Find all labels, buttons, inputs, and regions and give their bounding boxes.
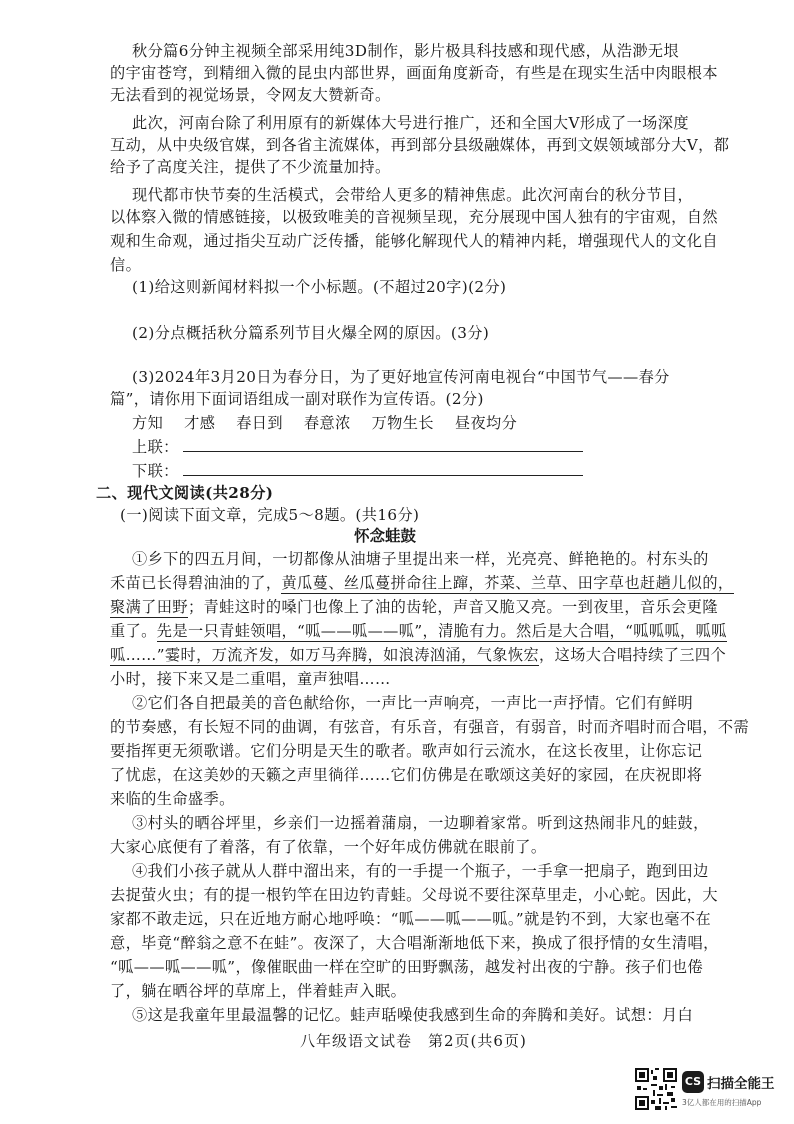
article-p5-line1: ⑤这是我童年里最温馨的记忆。蛙声聒噪使我感到生命的奔腾和美好。试想：月白	[132, 1006, 694, 1024]
lower-couplet-answer-line[interactable]	[183, 461, 583, 476]
upper-couplet-row	[132, 436, 583, 458]
article-p2-line5: 来临的生命盛季。	[110, 790, 235, 808]
article-p3-line2: 大家心底便有了着落，有了依靠，一个好年成仿佛就在眼前了。	[110, 838, 547, 856]
word-bank	[132, 412, 517, 434]
article-p1-line1: ①乡下的四五月间，一切都像从油塘子里提出来一样，光亮亮、鲜艳艳的。村东头的	[132, 550, 709, 568]
word-1: 方知	[132, 414, 164, 432]
word-6: 昼夜均分	[454, 414, 518, 432]
article-p1-line2: 禾苗已长得碧油油的了，黄瓜蔓、丝瓜蔓拼命往上蹿，芥菜、兰草、田字草也赶趟儿似的，	[110, 574, 734, 592]
article-p1-line3: 聚满了田野；青蛙这时的嗓门也像上了油的齿轮，声音又脆又亮。一到夜里，音乐会更隆	[110, 598, 718, 616]
para1-line3: 无法看到的视觉场景，令网友大赞新奇。	[110, 86, 391, 104]
section-2-subheading: (一)阅读下面文章，完成5～8题。(共16分)	[120, 506, 420, 524]
word-4: 春意浓	[303, 414, 351, 432]
word-5: 万物生长	[371, 414, 434, 432]
para2-line1: 此次，河南台除了利用原有的新媒体大号进行推广，还和全国大V形成了一场深度	[132, 114, 689, 132]
para1-line2: 的宇宙苍穹，到精细入微的昆虫内部世界，画面角度新奇，有些是在现实生活中肉眼根本	[110, 64, 718, 82]
article-p3-line1: ③村头的晒谷坪里，乡亲们一边摇着蒲扇，一边聊着家常。听到这热闹非凡的蛙鼓，	[132, 814, 709, 832]
article-p4-line5: “呱——呱——呱”，像催眠曲一样在空旷的田野飘荡，越发衬出夜的宁静。孩子们也倦	[110, 958, 704, 976]
scanner-app-name: 扫描全能王	[707, 1076, 775, 1092]
underlined-text: 呱……”霎时，万流齐发，如万马奔腾，如浪涛汹涌，气象恢宏	[110, 646, 540, 664]
article-title: 怀念蛙鼓	[354, 527, 417, 545]
article-p4-line2: 去捉萤火虫；有的提一根钓竿在田边钓青蛙。父母说不要往深草里走，小心蛇。因此，大	[110, 886, 718, 904]
qr-code-icon	[635, 1068, 677, 1110]
question-3-line2: 篇”，请你用下面词语组成一副对联作为宣传语。(2分)	[110, 390, 484, 408]
article-p4-line3: 家都不敢走远，只在近地方耐心地呼唤：“呱——呱——呱。”就是钓不到，大家也毫不在	[110, 910, 712, 928]
article-p1-line6: 小时，接下来又是二重唱，童声独唱……	[110, 670, 391, 688]
camscanner-logo-icon: CS	[682, 1071, 704, 1093]
scanner-tagline: 3亿人都在用的扫描App	[682, 1098, 762, 1107]
para2-line2: 互动，从中央级官媒，到各省主流媒体，再到部分县级融媒体，再到文娱领域部分大V，都	[110, 136, 730, 154]
para3-line2: 以体察入微的情感链接，以极致唯美的音视频呈现，充分展现中国人独有的宇宙观，自然	[110, 208, 718, 226]
para1-line1: 秋分篇6分钟主视频全部采用纯3D制作，影片极具科技感和现代感，从浩渺无垠	[132, 42, 680, 60]
article-p1-line5: 呱……”霎时，万流齐发，如万马奔腾，如浪涛汹涌，气象恢宏，这场大合唱持续了三四个	[110, 646, 727, 664]
question-2: (2)分点概括秋分篇系列节目火爆全网的原因。(3分)	[132, 324, 490, 342]
question-3-line1: (3)2024年3月20日为春分日，为了更好地宣传河南电视台“中国节气——春分	[132, 368, 670, 386]
word-3: 春日到	[236, 414, 283, 432]
para3-line1: 现代都市快节奏的生活模式，会带给人更多的精神焦虑。此次河南台的秋分节目，	[132, 186, 694, 204]
article-p1-line4: 重了。先是一只青蛙领唱，“呱——呱——呱”，清脆有力。然后是大合唱，“呱呱呱，呱呱	[110, 622, 727, 640]
question-1: (1)给这则新闻材料拟一个小标题。(不超过20字)(2分)	[132, 278, 507, 296]
underlined-text: 聚满了田野	[110, 598, 188, 616]
article-p2-line1: ②它们各自把最美的音色献给你，一声比一声响亮，一声比一声抒情。它们有鲜明	[132, 694, 694, 712]
section-2-heading: 二、现代文阅读(共28分)	[96, 484, 274, 502]
underlined-text: 先是一只青蛙领唱，“呱——呱——呱”，清脆有力。然后是大合唱，“呱呱呱，呱呱	[156, 622, 727, 640]
lower-couplet-row	[132, 460, 583, 482]
upper-couplet-label: 上联：	[132, 438, 179, 456]
lower-couplet-label: 下联：	[132, 462, 179, 480]
para3-line4: 信。	[110, 256, 142, 274]
article-p4-line1: ④我们小孩子就从人群中溜出来，有的一手提一个瓶子，一手拿一把扇子，跑到田边	[132, 862, 709, 880]
article-p2-line4: 了忧虑，在这美妙的天籁之声里徜徉……它们仿佛是在歌颂这美好的家园，在庆祝即将	[110, 766, 703, 784]
article-p2-line2: 的节奏感，有长短不同的曲调，有弦音，有乐音，有强音，有弱音，时而齐唱时而合唱，不需	[110, 718, 750, 736]
para2-line3: 给予了高度关注，提供了不少流量加持。	[110, 158, 391, 176]
word-2: 才感	[184, 414, 216, 432]
para3-line3: 观和生命观，通过指尖互动广泛传播，能够化解现代人的精神内耗，增强现代人的文化自	[110, 232, 718, 250]
underlined-text: 黄瓜蔓、丝瓜蔓拼命往上蹿，芥菜、兰草、田字草也赶趟儿似的，	[281, 574, 734, 592]
page-footer: 八年级语文试卷 第2页(共6页)	[300, 1032, 527, 1050]
article-p2-line3: 要指挥更无须歌谱。它们分明是天生的歌者。歌声如行云流水，在这长夜里，让你忘记	[110, 742, 703, 760]
article-p4-line4: 意，毕竟“醉翁之意不在蛙”。夜深了，大合唱渐渐地低下来，换成了很抒情的女生清唱，	[110, 934, 719, 952]
article-p4-line6: 了，躺在晒谷坪的草席上，伴着蛙声入眠。	[110, 982, 407, 1000]
upper-couplet-answer-line[interactable]	[183, 437, 583, 452]
